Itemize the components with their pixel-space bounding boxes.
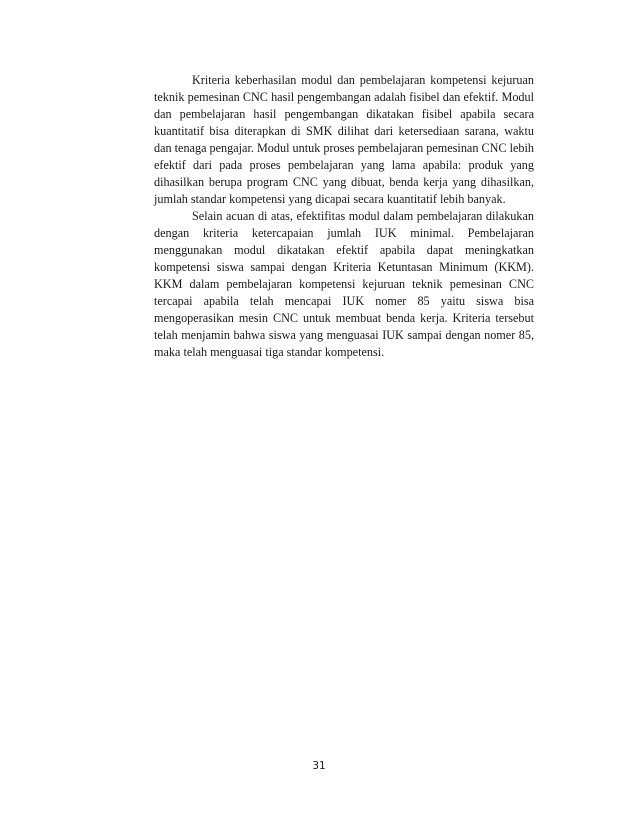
page-number: 31	[312, 760, 326, 772]
body-text	[154, 72, 534, 361]
paragraph-1: Kriteria keberhasilan modul dan pembelajaran kompetensi kejuruan teknik pemesinan CNC hasil pengembangan adalah fisibel dan efektif. Modul dan pembelajaran hasil pengembangan dikatakan fisibel apabila secara kuantitatif bisa diterapkan di SMK dilihat dari ketersediaan sarana, waktu dan tenaga pengajar. Modul untuk proses pembelajaran pemesinan CNC lebih efektif dari pada proses pembelajaran yang lama apabila: produk yang dihasilkan berupa program CNC yang dibuat, benda kerja yang dihasilkan, jumlah standar kompetensi yang dicapai secara kuantitatif lebih banyak.	[154, 73, 534, 206]
paragraph-2: Selain acuan di atas, efektifitas modul dalam pembelajaran dilakukan dengan kriteria ketercapaian jumlah IUK minimal. Pembelajaran menggunakan modul dikatakan efektif apabila dapat meningkatkan kompetensi siswa sampai dengan Kriteria Ketuntasan Minimum (KKM). KKM dalam pembelajaran kompetensi kejuruan teknik pemesinan CNC tercapai apabila telah mencapai IUK nomer 85 yaitu siswa bisa mengoperasikan mesin CNC untuk membuat benda kerja. Kriteria tersebut telah menjamin bahwa siswa yang menguasai IUK sampai dengan nomer 85, maka telah menguasai tiga standar kompetensi.	[154, 209, 534, 359]
